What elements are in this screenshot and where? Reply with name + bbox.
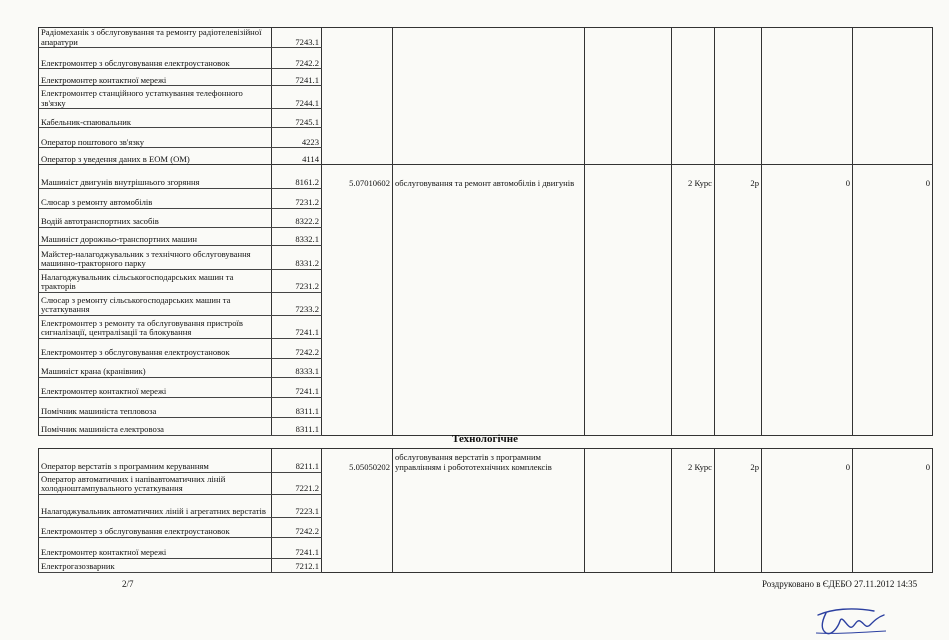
occupation-name: Слюсар з ремонту автомобілів (39, 189, 272, 209)
occupation-code: 7223.1 (272, 495, 322, 518)
occupation-name: Радіомеханік з обслуговування та ремонту радіотелевізійної апаратури (39, 28, 272, 48)
count-value-1: 0 (762, 449, 853, 473)
section-title: Технологічне (452, 433, 518, 445)
page-number: 2/7 (122, 579, 134, 589)
occupation-code: 4223 (272, 128, 322, 148)
occupation-code: 7233.2 (272, 293, 322, 316)
specialty-code: 5.05050202 (322, 449, 393, 473)
occupation-code: 7242.2 (272, 48, 322, 69)
occupation-name: Оператор з уведення даних в ЕОМ (ОМ) (39, 148, 272, 165)
occupation-code: 8331.2 (272, 246, 322, 270)
occupation-code: 7241.1 (272, 69, 322, 86)
occupation-code: 8311.1 (272, 398, 322, 418)
occupation-name: Електрогазозварник (39, 559, 272, 573)
occupation-code: 7212.1 (272, 559, 322, 573)
occupation-name: Електромонтер з обслуговування електроустановок (39, 518, 272, 538)
occupation-code: 7241.1 (272, 316, 322, 339)
count-value-1: 0 (762, 165, 853, 189)
occupation-name: Помічник машиніста тепловоза (39, 398, 272, 418)
occupation-name: Електромонтер з обслуговування електроустановок (39, 48, 272, 69)
occupations-table-3 (38, 448, 933, 573)
specialty-name: обслуговування та ремонт автомобілів і двигунів (393, 165, 585, 189)
occupation-name: Електромонтер з обслуговування електроустановок (39, 339, 272, 359)
course-value: 2 Курс (672, 449, 715, 473)
occupations-table-1 (38, 27, 933, 165)
occupation-code: 7244.1 (272, 86, 322, 109)
occupation-name: Електромонтер контактної мережі (39, 538, 272, 559)
occupation-code: 7241.1 (272, 378, 322, 398)
occupation-code: 7241.1 (272, 538, 322, 559)
occupation-code: 8161.2 (272, 165, 322, 189)
occupation-code: 8333.1 (272, 359, 322, 378)
occupation-code: 7243.1 (272, 28, 322, 48)
occupation-name: Слюсар з ремонту сільськогосподарських машин та устаткування (39, 293, 272, 316)
occupation-name: Електромонтер контактної мережі (39, 378, 272, 398)
occupation-code: 7221.2 (272, 473, 322, 495)
course-value: 2 Курс (672, 165, 715, 189)
occupation-name: Електромонтер з ремонту та обслуговування пристроїв сигналізації, централізації та блокування (39, 316, 272, 339)
occupation-name: Машиніст дорожньо-транспортних машин (39, 228, 272, 246)
occupation-name: Оператор верстатів з програмним керуванням (39, 449, 272, 473)
occupation-name: Водій автотранспортних засобів (39, 209, 272, 228)
occupation-code: 8311.1 (272, 418, 322, 436)
occupation-code: 4114 (272, 148, 322, 165)
occupation-name: Машиніст крана (кранівник) (39, 359, 272, 378)
occupation-code: 7245.1 (272, 109, 322, 128)
occupation-code: 8322.2 (272, 209, 322, 228)
occupation-name: Налагоджувальник сільськогосподарських машин та тракторів (39, 270, 272, 293)
signature-image (812, 603, 892, 637)
occupation-code: 8332.1 (272, 228, 322, 246)
specialty-code: 5.07010602 (322, 165, 393, 189)
occupation-name: Електромонтер станційного устаткування телефонного зв'язку (39, 86, 272, 109)
count-value-2: 0 (853, 449, 933, 473)
occupation-name: Майстер-налагоджувальник з технічного обслуговування машинно-тракторного парку (39, 246, 272, 270)
occupations-table-2 (38, 164, 933, 436)
occupation-code: 8211.1 (272, 449, 322, 473)
occupation-code: 7242.2 (272, 339, 322, 359)
occupation-code: 7231.2 (272, 270, 322, 293)
specialty-name: обслуговування верстатів з програмним управлінням і робототехнічних комплексів (393, 449, 585, 473)
term-value: 2р (715, 449, 762, 473)
occupation-name: Помічник машиніста електровоза (39, 418, 272, 436)
occupation-code: 7242.2 (272, 518, 322, 538)
occupation-code: 7231.2 (272, 189, 322, 209)
term-value: 2р (715, 165, 762, 189)
occupation-name: Кабельник-спаювальник (39, 109, 272, 128)
occupation-name: Електромонтер контактної мережі (39, 69, 272, 86)
count-value-2: 0 (853, 165, 933, 189)
occupation-name: Оператор автоматичних і напівавтоматичних ліній холодноштампувального устаткування (39, 473, 272, 495)
occupation-name: Оператор поштового зв'язку (39, 128, 272, 148)
occupation-name: Машиніст двигунів внутрішнього згоряння (39, 165, 272, 189)
print-stamp: Роздруковано в ЄДЕБО 27.11.2012 14:35 (762, 579, 918, 589)
occupation-name: Налагоджувальник автоматичних ліній і агрегатних верстатів (39, 495, 272, 518)
